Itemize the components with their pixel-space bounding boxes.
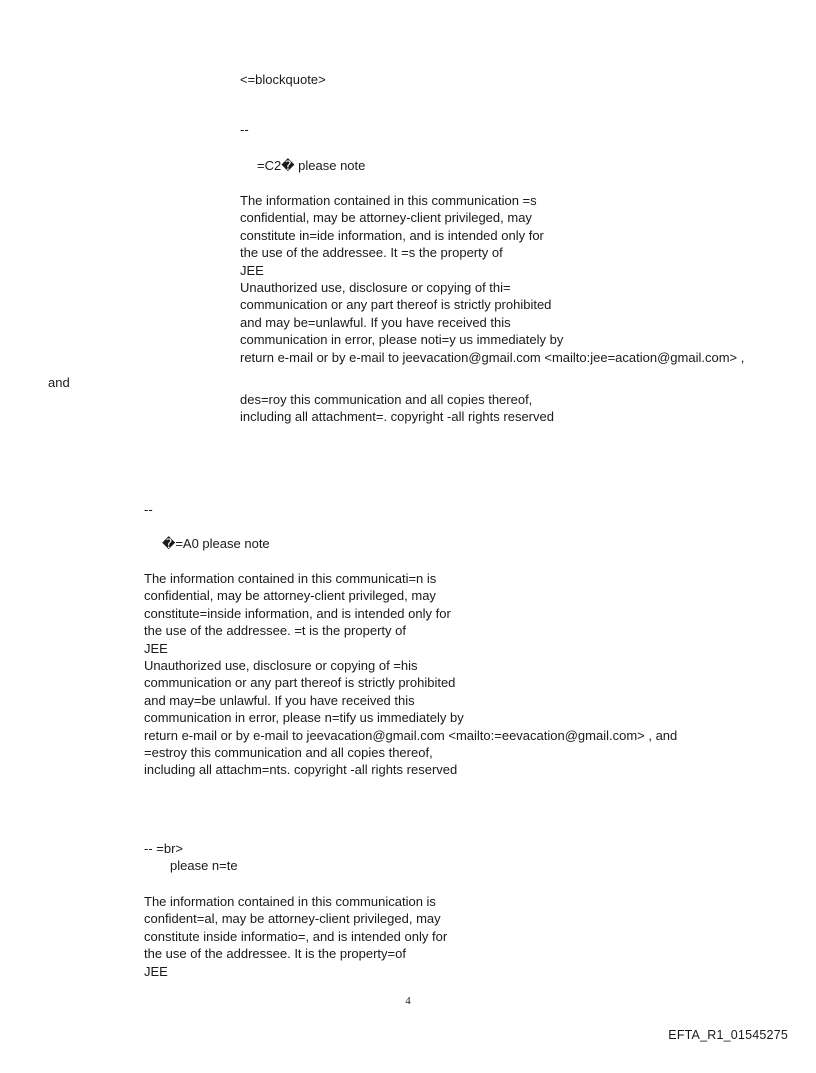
paragraph-line: communication or any part thereof is strictly prohibited bbox=[240, 297, 552, 313]
paragraph-line: including all attachm=nts. copyright -all rights reserved bbox=[144, 762, 458, 778]
paragraph-line: Unauthorized use, disclosure or copying of thi= bbox=[240, 279, 511, 295]
note-heading: please n=te bbox=[170, 858, 238, 873]
page-number: 4 bbox=[405, 995, 411, 1007]
paragraph-line: =estroy this communication and all copies thereof, bbox=[144, 744, 433, 760]
paragraph-line: including all attachment=. copyright -all rights reserved bbox=[240, 409, 554, 425]
paragraph-line: confidential, may be attorney-client privileged, may bbox=[144, 588, 436, 604]
paragraph-line: the use of the addressee. =t is the property of bbox=[144, 623, 406, 639]
paragraph-line: The information contained in this communicati=n is bbox=[144, 571, 437, 586]
paragraph-line: The information contained in this communication =s bbox=[240, 193, 537, 208]
separator-dashes: -- bbox=[144, 502, 153, 517]
paragraph-line: JEE bbox=[144, 963, 168, 979]
paragraph-line: confident=al, may be attorney-client privileged, may bbox=[144, 911, 441, 927]
confidentiality-notice-paragraph bbox=[144, 893, 447, 980]
note-heading: �=A0 please note bbox=[162, 536, 270, 551]
paragraph-line: constitute=inside information, and is intended only for bbox=[144, 605, 451, 621]
paragraph-line: constitute in=ide information, and is intended only for bbox=[240, 227, 544, 243]
confidentiality-notice-paragraph-end bbox=[240, 391, 554, 426]
paragraph-line: the use of the addressee. It =s the property of bbox=[240, 245, 503, 261]
paragraph-line: return e-mail or by e-mail to jeevacation@gmail.com <mailto:jee=acation@gmail.com> , bbox=[240, 349, 745, 365]
paragraph-line: communication or any part thereof is strictly prohibited bbox=[144, 675, 456, 691]
paragraph-line: return e-mail or by e-mail to jeevacation@gmail.com <mailto:=eevacation@gmail.com> , and bbox=[144, 727, 678, 743]
wrapped-word: and bbox=[48, 375, 70, 390]
paragraph-line: communication in error, please n=tify us immediately by bbox=[144, 710, 464, 726]
paragraph-line: communication in error, please noti=y us immediately by bbox=[240, 332, 564, 348]
paragraph-line: des=roy this communication and all copies thereof, bbox=[240, 392, 533, 407]
paragraph-line: JEE bbox=[144, 640, 168, 656]
paragraph-line: JEE bbox=[240, 262, 264, 278]
paragraph-line: and may=be unlawful. If you have received this bbox=[144, 692, 415, 708]
note-heading: =C2� please note bbox=[257, 158, 366, 173]
blockquote-tag-line: <=blockquote> bbox=[240, 72, 326, 87]
document-id: EFTA_R1_01545275 bbox=[668, 1028, 788, 1042]
paragraph-line: Unauthorized use, disclosure or copying of =his bbox=[144, 657, 418, 673]
confidentiality-notice-paragraph bbox=[144, 570, 677, 779]
paragraph-line: The information contained in this communication is bbox=[144, 894, 436, 909]
separator-dashes-br: -- =br> bbox=[144, 841, 184, 856]
paragraph-line: constitute inside informatio=, and is intended only for bbox=[144, 928, 448, 944]
separator-dashes: -- bbox=[240, 122, 249, 137]
paragraph-line: confidential, may be attorney-client privileged, may bbox=[240, 210, 532, 226]
confidentiality-notice-paragraph bbox=[240, 192, 744, 366]
paragraph-line: the use of the addressee. It is the property=of bbox=[144, 946, 406, 962]
paragraph-line: and may be=unlawful. If you have received this bbox=[240, 314, 511, 330]
